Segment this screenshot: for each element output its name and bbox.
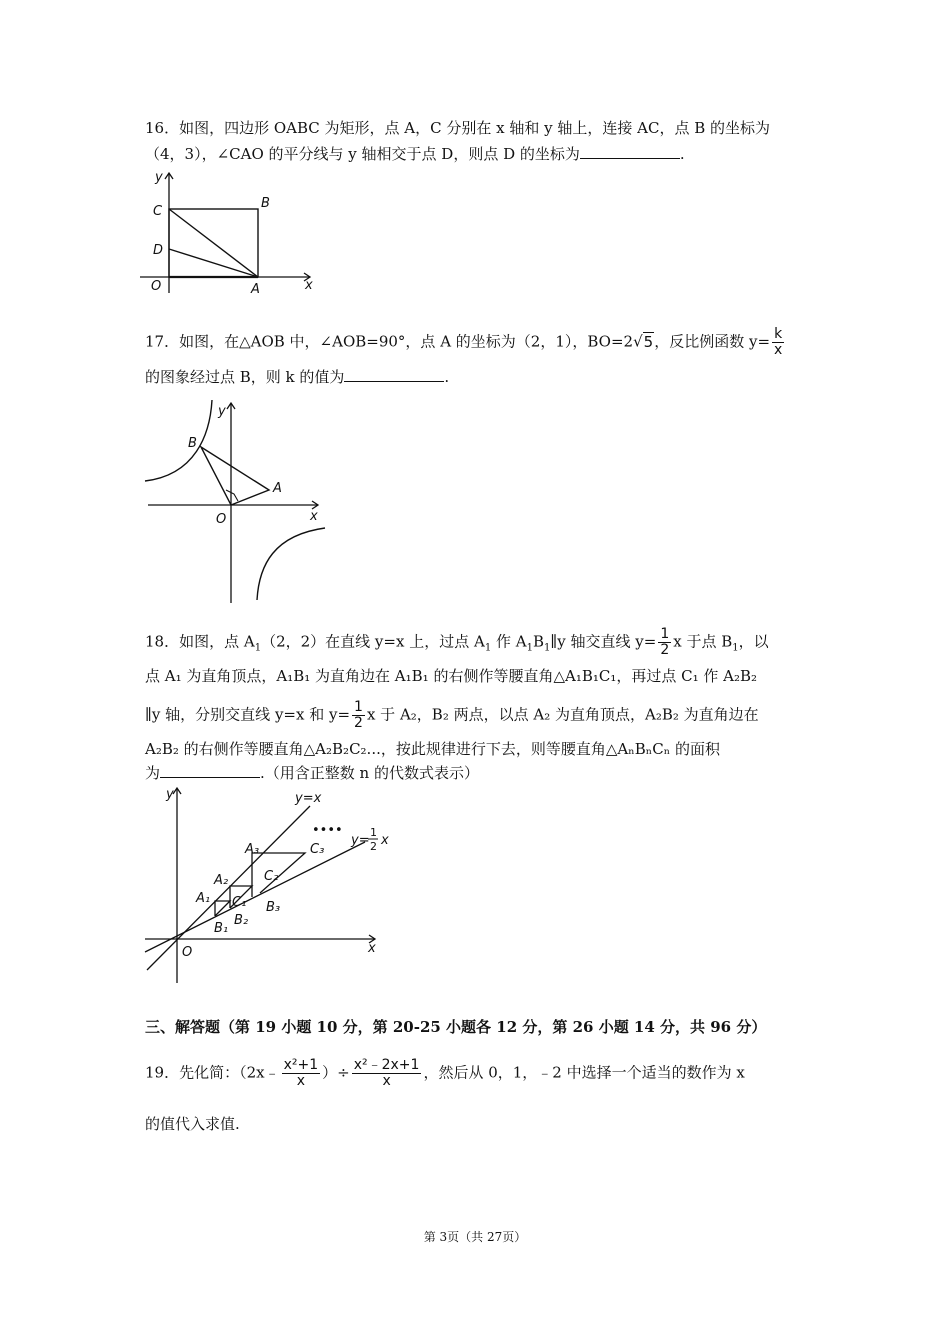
q18-label-C2: C₂ (264, 869, 279, 884)
q18-label-C3: C₃ (310, 842, 325, 857)
q18-l5-b: .（用含正整数 n 的代数式表示） (260, 764, 479, 782)
q18-label-A2: A₂ (214, 873, 229, 888)
q18-l1-g: ，以 (738, 632, 769, 651)
q18-l3-b: x 于 A₂，B₂ 两点，以点 A₂ 为直角顶点，A₂B₂ 为直角边在 (366, 705, 759, 724)
q19-line2: 的值代入求值. (145, 1115, 240, 1133)
q18-l1-e: ∥y 轴交直线 y= (550, 632, 657, 651)
q16-label-B: B (261, 196, 270, 211)
q18-l3-a: ∥y 轴，分别交直线 y=x 和 y= (145, 705, 351, 724)
q17-label-y: y (218, 404, 226, 419)
q18-half-den-2: 2 (354, 715, 363, 731)
q18-line4: A₂B₂ 的右侧作等腰直角△A₂B₂C₂...，按此规律进行下去，则等腰直角△AₙBₙCₙ 的面积 (145, 740, 720, 758)
q18-fig-half-num: 1 (370, 826, 377, 839)
q19-fraction-2 (352, 1058, 422, 1089)
q18-half-fraction-2 (352, 700, 365, 731)
q17-label-O: O (216, 512, 227, 527)
q16-answer-blank (580, 144, 680, 159)
q18-figure (140, 780, 400, 985)
q17-figure (140, 395, 340, 605)
q18-label-B2: B₂ (234, 913, 249, 928)
q19-text-c: ，然后从 0，1，﹣2 中选择一个适当的数作为 x (423, 1063, 745, 1082)
q18-sub-1b: 1 (484, 642, 492, 654)
q19-line1 (145, 1058, 745, 1089)
q18-line3 (145, 700, 759, 731)
q16-label-C: C (153, 204, 163, 219)
q18-label-yhalf: y= (351, 833, 370, 848)
q16-label-O: O (151, 279, 162, 294)
q18-l1-f: x 于点 B (673, 632, 733, 651)
q16-label-x: x (305, 278, 313, 293)
q19-text-b: ）÷ (322, 1063, 350, 1082)
q17-sqrt-value: 5 (643, 332, 654, 351)
q19-f2-den: x (382, 1073, 391, 1089)
q16-line1: 16．如图，四边形 OABC 为矩形，点 A，C 分别在 x 轴和 y 轴上，连接 AC，点 B 的坐标为 (145, 119, 771, 137)
q18-l1-d: B (532, 632, 544, 651)
q18-label-x: x (368, 941, 376, 956)
q17-line2 (145, 366, 449, 388)
q18-label-A1: A₁ (196, 891, 211, 906)
q18-half-num-2: 1 (354, 699, 363, 715)
q17-line1-text2: ，反比例函数 y= (654, 332, 771, 351)
q16-period: . (679, 145, 685, 163)
q17-line2-text: 的图象经过点 B，则 k 的值为 (145, 368, 345, 386)
q18-label-O: O (182, 945, 193, 960)
q18-half-den-1: 2 (660, 642, 670, 658)
page-footer: 第 3页（共 27页） (423, 1230, 527, 1244)
q18-fig-half-den: 2 (370, 840, 377, 853)
q16-figure (140, 165, 320, 295)
q18-half-fraction-1 (658, 627, 671, 658)
q16-label-A: A (251, 282, 260, 295)
q17-label-A: A (273, 481, 282, 496)
q18-line1 (145, 627, 769, 660)
q18-label-B1: B₁ (214, 921, 229, 936)
q17-sqrt: √5 (633, 332, 654, 351)
q18-sub-1c: 1 (526, 642, 533, 654)
q18-sub-1d: 1 (543, 642, 551, 654)
q17-label-x: x (310, 509, 318, 524)
q19-fraction-1 (282, 1058, 321, 1089)
q18-l1-b: （2，2）在直线 y=x 上，过点 A (261, 632, 485, 651)
q18-l1-a: 18．如图，点 A (145, 632, 255, 651)
q17-label-B: B (188, 436, 197, 451)
q18-label-xhalf: x (381, 833, 389, 848)
q18-sub-1a: 1 (254, 642, 262, 654)
q16-line2-text: （4，3），∠CAO 的平分线与 y 轴相交于点 D，则点 D 的坐标为 (145, 145, 580, 163)
q18-half-num-1: 1 (660, 626, 670, 642)
q18-l1-c: 作 A (491, 632, 527, 651)
q16-label-y: y (155, 170, 163, 185)
q19-f2-num: x²﹣2x+1 (353, 1057, 420, 1073)
q18-label-B3: B₃ (266, 900, 281, 915)
q16-line2 (145, 143, 685, 165)
q18-l5-a: 为 (145, 764, 161, 782)
q16-label-D: D (153, 243, 164, 258)
q17-line1-text: 17．如图，在△AOB 中，∠AOB=90°，点 A 的坐标为（2，1），BO=2 (145, 332, 634, 351)
q17-frac-den: x (774, 342, 783, 358)
q19-text-a: 19．先化简：（2x﹣ (145, 1063, 280, 1082)
q18-answer-blank (160, 763, 260, 778)
q18-label-y: y (166, 787, 174, 802)
q19-f1-den: x (296, 1073, 306, 1089)
q18-label-yx: y=x (295, 791, 322, 806)
q18-dots: •••• (312, 823, 343, 838)
section-3-heading: 三、解答题（第 19 小题 10 分，第 20-25 小题各 12 分，第 26 小题 14 分，共 96 分） (145, 1018, 767, 1036)
q18-label-C1: C₁ (232, 895, 247, 910)
q17-period: . (444, 368, 450, 386)
q17-frac-num: k (772, 327, 784, 343)
q17-line1 (145, 327, 786, 358)
q18-line2: 点 A₁ 为直角顶点，A₁B₁ 为直角边在 A₁B₁ 的右侧作等腰直角△A₁B₁C₁，再过点 C₁ 作 A₂B₂ (145, 667, 758, 685)
q18-sub-1e: 1 (732, 642, 739, 654)
q17-fraction (772, 327, 784, 358)
q19-f1-num: x²+1 (283, 1057, 319, 1073)
q17-answer-blank (344, 367, 444, 382)
q18-label-A3: A₃ (245, 842, 260, 857)
